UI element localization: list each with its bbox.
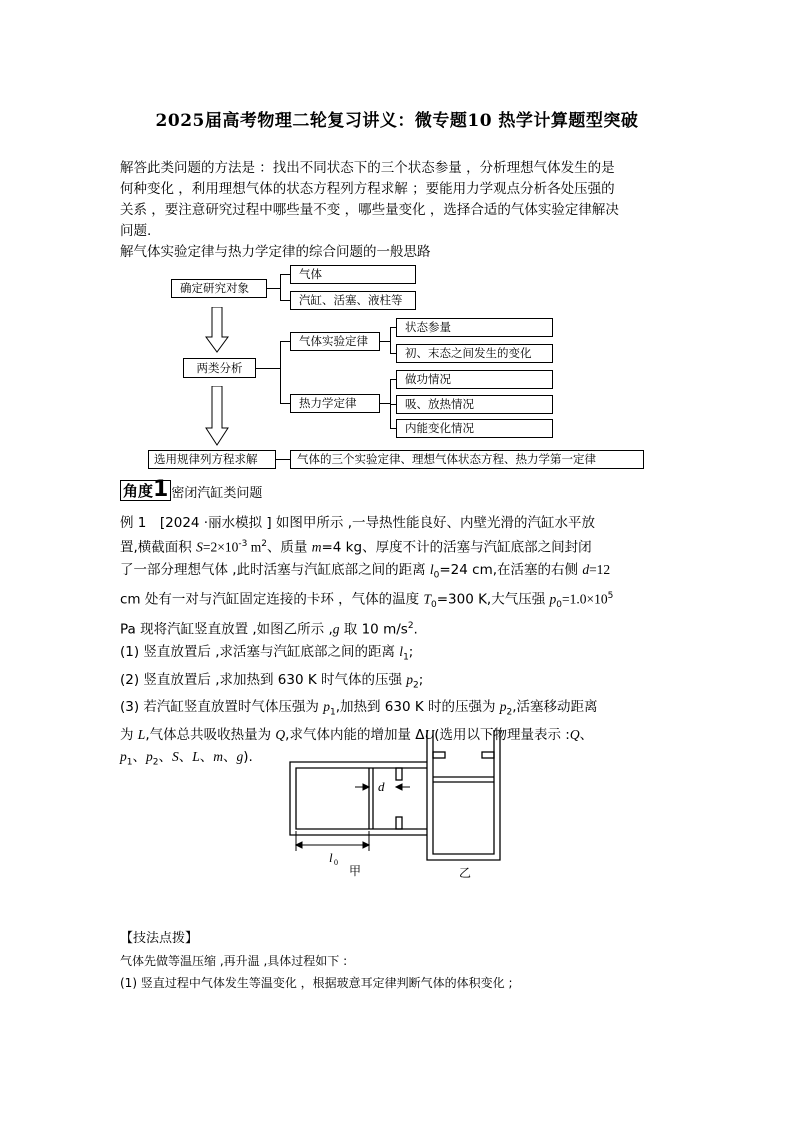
connector [276, 459, 290, 460]
connector [280, 274, 290, 275]
example-line: Pa 现将汽缸竖直放置 ,如图乙所示 ,g 取 10 $m/s^2$. [120, 621, 418, 638]
tips-line: 气体先做等温压缩 ,再升温 ,具体过程如下 : [120, 954, 348, 968]
connector [267, 288, 280, 289]
figure-label-l0: l [329, 850, 333, 865]
question-3-cont: 为 L,气体总共吸收热量为 Q,求气体内能的增加量 ΔU(选用以下物理量表示 :Q、 [120, 726, 594, 743]
flow-node-two: 两类分析 [183, 358, 256, 378]
tips-line: (1) 竖直过程中气体发生等温变化 ，根据玻意耳定律判断气体的体积变化 ; [120, 976, 513, 990]
intro-paragraph [120, 158, 665, 263]
example-line: 置,横截面积 $S=2\times 10^{-3}$ $m^2$、质量 m=4 kg、厚度不计的活塞与汽缸底部之间封闭 [120, 539, 592, 556]
flow-node-choose: 选用规律列方程求解 [148, 450, 276, 469]
connector [280, 341, 281, 404]
intro-line: 关系 ，要注意研究过程中哪些量不变 ，哪些量变化 ，选择合适的气体实验定律解决 [120, 202, 619, 218]
figure-label-d: d [378, 779, 385, 794]
question-1: (1) 竖直放置后 ,求活塞与汽缸底部之间的距离 $l_1$; [120, 643, 414, 663]
cylinder-figure [285, 725, 505, 885]
figure-label-yi: 乙 [459, 866, 472, 880]
flow-node-research: 确定研究对象 [171, 279, 267, 298]
arrow-down-icon [205, 307, 229, 353]
flow-node-laws: 气体的三个实验定律、理想气体状态方程、热力学第一定律 [290, 450, 644, 469]
connector [280, 300, 290, 301]
flow-node-objects: 汽缸、活塞、液柱等 [290, 291, 416, 310]
figure-dimension-l0 [296, 831, 369, 851]
intro-line: 问题. [120, 223, 152, 239]
section-title: 密闭汽缸类问题 [171, 486, 263, 501]
section-heading [120, 477, 263, 502]
tips-heading: 【技法点拨】 [120, 931, 199, 946]
example-line: cm 处有一对与汽缸固定连接的卡环 ，气体的温度 $T_0=300$ K,大气压强 $p_0=1.0\times 10^5$ [120, 591, 614, 611]
figure-yi-cylinder [427, 730, 500, 860]
flow-node-work: 做功情况 [396, 370, 553, 389]
example-line: 例 1 [2024 ·丽水模拟 ] 如图甲所示 ,一导热性能良好、内壁光滑的汽缸水平放 [120, 515, 596, 531]
intro-line: 何种变化 ，利用理想气体的状态方程列方程求解 ；要能用力学观点分析各处压强的 [120, 181, 615, 197]
flow-node-heat: 吸、放热情况 [396, 395, 553, 414]
connector [256, 368, 280, 369]
flow-node-gas: 气体 [290, 265, 416, 284]
flow-node-thermo: 热力学定律 [290, 394, 380, 413]
figure-label-l0-sub: 0 [334, 858, 338, 867]
arrow-down-icon [205, 386, 229, 446]
flow-node-change: 初、末态之间发生的变化 [396, 344, 553, 363]
connector [280, 341, 290, 342]
question-2: (2) 竖直放置后 ,求加热到 630 K 时气体的压强 $p_2$; [120, 671, 424, 691]
section-tag-box: 角度1 [120, 480, 171, 501]
page-title: 2025届高考物理二轮复习讲义：微专题10 热学计算题型突破 [155, 111, 639, 131]
flow-node-gaslaw: 气体实验定律 [290, 332, 380, 351]
question-3-cont: $p_1$、$p_2$、S、L、m、g). [120, 748, 253, 768]
connector [280, 274, 281, 301]
connector [380, 403, 390, 404]
tips-section [120, 928, 665, 994]
connector [390, 327, 391, 354]
flow-heading: 解气体实验定律与热力学定律的综合问题的一般思路 [120, 244, 431, 260]
example-line: 了一部分理想气体 ,此时活塞与汽缸底部之间的距离 $l_0=24$ cm,在活塞的右侧 d=12 [120, 561, 611, 581]
figure-jia-cylinder [290, 762, 427, 835]
flow-node-state: 状态参量 [396, 318, 553, 337]
connector [380, 341, 390, 342]
figure-label-jia: 甲 [349, 864, 362, 878]
question-3: (3) 若汽缸竖直放置时气体压强为 $p_1$,加热到 630 K 时的压强为 $p_2$,活塞移动距离 [120, 699, 598, 718]
connector [280, 403, 290, 404]
intro-line: 解答此类问题的方法是 ：找出不同状态下的三个状态参量 ，分析理想气体发生的是 [120, 160, 615, 176]
flow-node-energy: 内能变化情况 [396, 419, 553, 438]
